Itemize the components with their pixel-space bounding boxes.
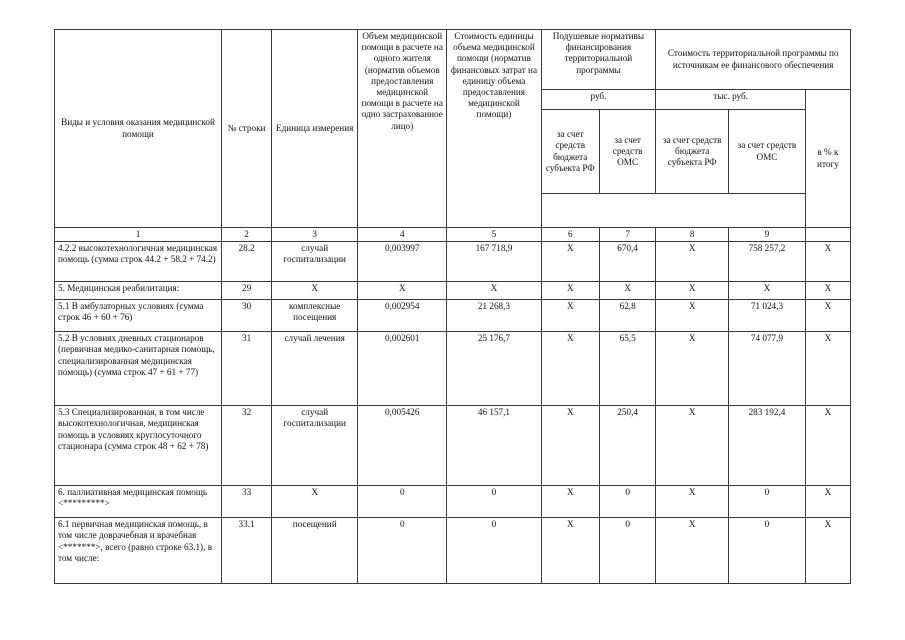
column-number: 6 (541, 228, 599, 242)
column-number: 7 (599, 228, 655, 242)
row-oms-thousand: 74 077,9 (729, 332, 806, 406)
row-number: 33 (221, 486, 271, 518)
row-oms-rub: 0 (599, 518, 655, 584)
row-budget-rub: Х (541, 242, 599, 282)
row-volume: 0 (358, 518, 447, 584)
row-budget-rub: Х (541, 300, 599, 332)
row-budget-thousand: Х (656, 332, 729, 406)
row-budget-rub: Х (541, 406, 599, 486)
row-name: 6. паллиативная медицинская помощь <*********> (55, 486, 222, 518)
column-number: 5 (447, 228, 541, 242)
row-oms-rub: 0 (599, 486, 655, 518)
row-cost: 0 (447, 486, 541, 518)
row-name: 4.2.2 высокотехнологичная медицинская помощь (сумма строк 44.2 + 58.2 + 74.2) (55, 242, 222, 282)
row-name: 6.1 первичная медицинская помощь, в том числе доврачебная и врачебная <*******>, всего (равно строке 63.1), в том числе: (55, 518, 222, 584)
row-oms-thousand: Х (729, 282, 806, 300)
row-volume: 0,005426 (358, 406, 447, 486)
row-budget-rub: Х (541, 332, 599, 406)
header-rub: руб. (541, 90, 656, 110)
header-thousand-rub: тыс. руб. (656, 90, 806, 110)
column-number: 3 (272, 228, 358, 242)
row-budget-thousand: Х (656, 406, 729, 486)
column-number: 2 (221, 228, 271, 242)
table-row (55, 282, 851, 300)
row-volume: 0,003997 (358, 242, 447, 282)
row-number: 28.2 (221, 242, 271, 282)
row-percent: Х (805, 332, 850, 406)
row-unit: случай госпитализации (272, 242, 358, 282)
row-cost: Х (447, 282, 541, 300)
row-name: 5.2 В условиях дневных стационаров (первичная медико-санитарная помощь, специализированная медицинская помощь) (сумма строк 47 + 61 + 77) (55, 332, 222, 406)
row-number: 31 (221, 332, 271, 406)
header-volume: Объем медицинской помощи в расчете на одного жителя (норматив объемов предоставления медицинской помощи в расчете на одно застрахованное лицо) (358, 30, 447, 228)
header-program-cost: Стоимость территориальной программы по источникам ее финансового обеспечения (656, 30, 851, 90)
table-row (55, 486, 851, 518)
row-oms-rub: 670,4 (599, 242, 655, 282)
row-percent: Х (805, 282, 850, 300)
table-row (55, 332, 851, 406)
row-oms-rub: 65,5 (599, 332, 655, 406)
row-unit: случай лечения (272, 332, 358, 406)
row-oms-thousand: 0 (729, 486, 806, 518)
row-number: 32 (221, 406, 271, 486)
row-budget-thousand: Х (656, 518, 729, 584)
row-cost: 46 157,1 (447, 406, 541, 486)
row-budget-rub: Х (541, 282, 599, 300)
row-unit: Х (272, 282, 358, 300)
row-cost: 21 268,3 (447, 300, 541, 332)
row-percent: Х (805, 242, 850, 282)
row-oms-thousand: 758 257,2 (729, 242, 806, 282)
column-number-blank (805, 228, 850, 242)
row-unit: случай госпитализации (272, 406, 358, 486)
header-unit: Единица измерения (272, 30, 358, 228)
row-cost: 0 (447, 518, 541, 584)
row-volume: 0,002601 (358, 332, 447, 406)
row-unit: комплексные посещения (272, 300, 358, 332)
row-budget-thousand: Х (656, 242, 729, 282)
column-number: 1 (55, 228, 222, 242)
header-row-number: № строки (221, 30, 271, 228)
header-types: Виды и условия оказания медицинской помощи (55, 30, 222, 228)
row-oms-rub: 250,4 (599, 406, 655, 486)
row-percent: Х (805, 486, 850, 518)
header-oms-thousand: за счет средств ОМС (729, 110, 806, 194)
row-name: 5.1 В амбулаторных условиях (сумма строк 46 + 60 + 76) (55, 300, 222, 332)
row-volume: 0 (358, 486, 447, 518)
table-row (55, 518, 851, 584)
financing-table (54, 29, 851, 584)
row-number: 30 (221, 300, 271, 332)
row-cost: 25 176,7 (447, 332, 541, 406)
row-volume: 0,002954 (358, 300, 447, 332)
row-oms-thousand: 0 (729, 518, 806, 584)
row-unit: Х (272, 486, 358, 518)
table-row (55, 406, 851, 486)
row-oms-thousand: 283 192,4 (729, 406, 806, 486)
column-number: 9 (729, 228, 806, 242)
row-oms-rub: 62,8 (599, 300, 655, 332)
header-unit-cost: Стоимость единицы объема медицинской помощи (норматив финансовых затрат на единицу объема предоставления медицинской помощи) (447, 30, 541, 228)
row-percent: Х (805, 406, 850, 486)
row-name: 5.3 Специализированная, в том числе высокотехнологичная, медицинская помощь в условиях круглосуточного стационара (сумма строк 48 + 62 + 78) (55, 406, 222, 486)
row-budget-thousand: Х (656, 300, 729, 332)
row-percent: Х (805, 518, 850, 584)
row-volume: Х (358, 282, 447, 300)
row-name: 5. Медицинская реабилитация: (55, 282, 222, 300)
row-budget-rub: Х (541, 486, 599, 518)
table-row (55, 300, 851, 332)
row-number: 33.1 (221, 518, 271, 584)
header-per-capita: Подушевые нормативы финансирования территориальной программы (541, 30, 656, 90)
row-budget-thousand: Х (656, 486, 729, 518)
header-oms-rub: за счет средств ОМС (599, 110, 655, 194)
column-number: 4 (358, 228, 447, 242)
table-row (55, 242, 851, 282)
column-number: 8 (656, 228, 729, 242)
column-number-row (55, 228, 851, 242)
header-percent: в % к итогу (805, 90, 850, 228)
row-budget-rub: Х (541, 518, 599, 584)
row-budget-thousand: Х (656, 282, 729, 300)
row-number: 29 (221, 282, 271, 300)
row-oms-rub: Х (599, 282, 655, 300)
header-budget-thousand: за счет средств бюджета субъекта РФ (656, 110, 729, 194)
row-cost: 167 718,9 (447, 242, 541, 282)
row-percent: Х (805, 300, 850, 332)
header-budget-rub: за счет средств бюджета субъекта РФ (541, 110, 599, 194)
row-unit: посещений (272, 518, 358, 584)
row-oms-thousand: 71 024,3 (729, 300, 806, 332)
